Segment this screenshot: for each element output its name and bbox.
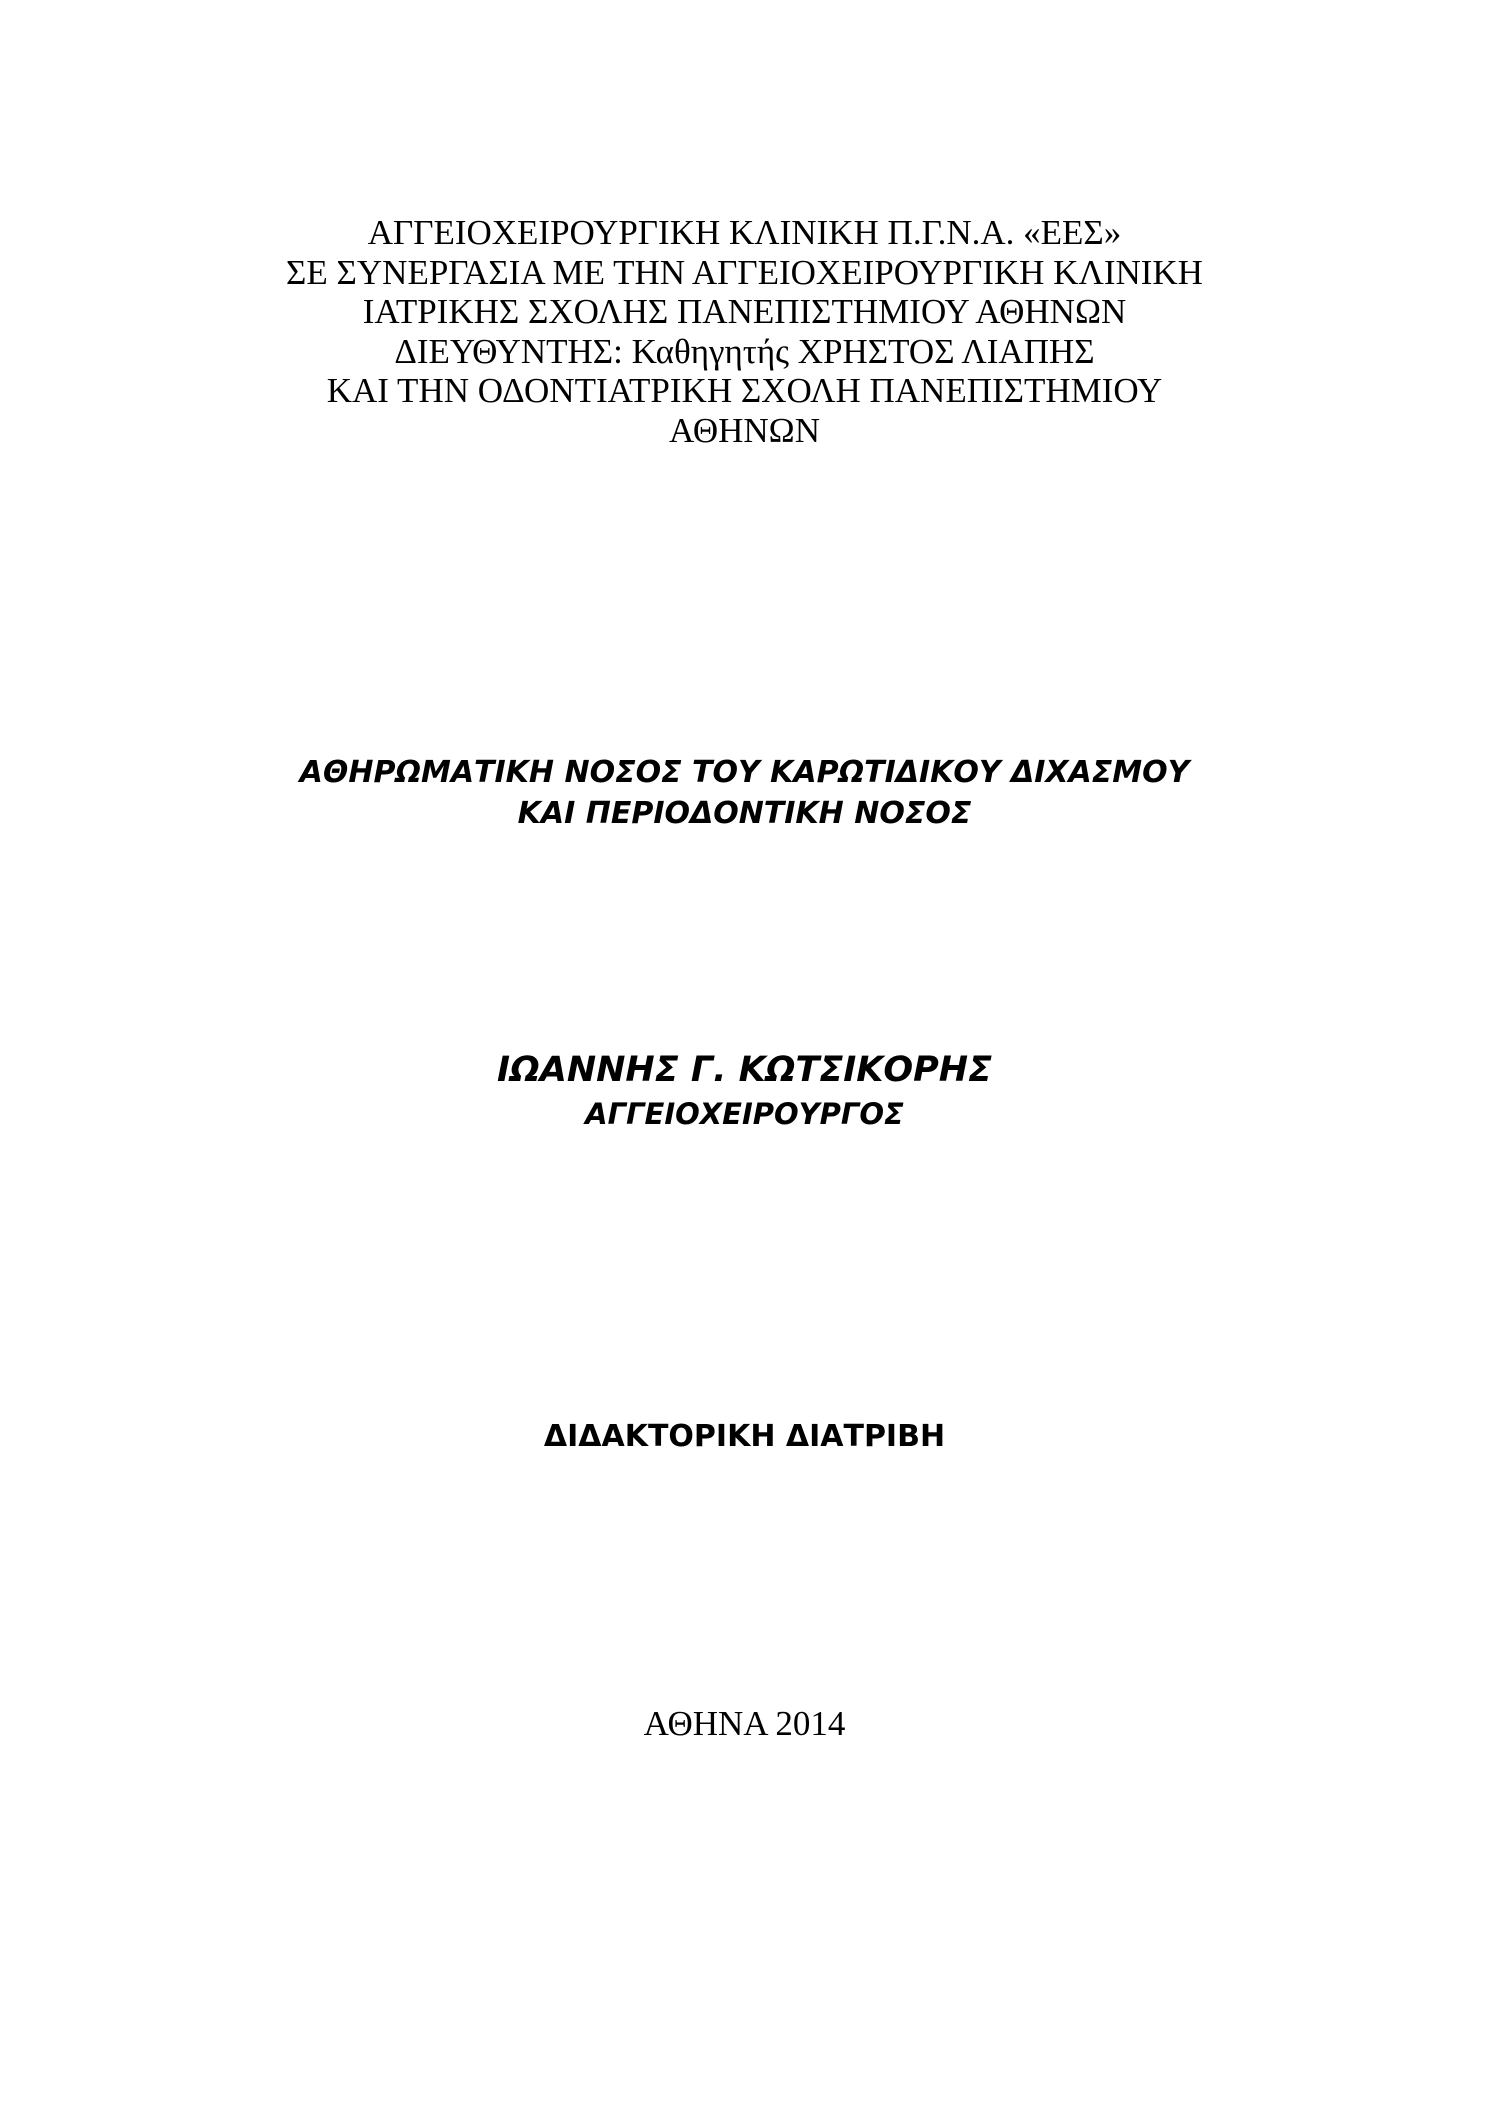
thesis-title [0,752,1489,834]
author-name: ΙΩΑΝΝΗΣ Γ. ΚΩΤΣΙΚΟΡΗΣ [496,1050,993,1090]
institution-line-1: ΑΓΓΕΙΟΧΕΙΡΟΥΡΓΙΚΗ ΚΛΙΝΙΚΗ Π.Γ.Ν.Α. «ΕΕΣ» [367,213,1122,252]
institution-line-6: ΑΘΗΝΩΝ [669,410,820,450]
thesis-title-line-1: ΑΘΗΡΩΜΑΤΙΚΗ ΝΟΣΟΣ ΤΟΥ ΚΑΡΩΤΙΔΙΚΟΥ ΔΙΧΑΣΜΟΥ [299,755,1190,790]
institution-header [0,213,1489,450]
institution-line-5: ΚΑΙ ΤΗΝ ΟΔΟΝΤΙΑΤΡΙΚΗ ΣΧΟΛΗ ΠΑΝΕΠΙΣΤΗΜΙΟΥ [326,371,1163,410]
institution-line-4: ΔΙΕΥΘΥΝΤΗΣ: Καθηγητής ΧΡΗΣΤΟΣ ΛΙΑΠΗΣ [394,331,1095,371]
thesis-title-line-2: ΚΑΙ ΠΕΡΙΟΔΟΝΤΙΚΗ ΝΟΣΟΣ [517,796,972,831]
place-and-year: ΑΘΗΝΑ 2014 [643,1704,846,1743]
institution-line-2: ΣΕ ΣΥΝΕΡΓΑΣΙΑ ΜΕ ΤΗΝ ΑΓΓΕΙΟΧΕΙΡΟΥΡΓΙΚΗ ΚΛΙΝΙΚΗ [286,252,1203,292]
author-role: ΑΓΓΕΙΟΧΕΙΡΟΥΡΓΟΣ [585,1097,904,1131]
document-type: ΔΙΔΑΚΤΟΡΙΚΗ ΔΙΑΤΡΙΒΗ [543,1419,946,1454]
institution-line-3: ΙΑΤΡΙΚΗΣ ΣΧΟΛΗΣ ΠΑΝΕΠΙΣΤΗΜΙΟΥ ΑΘΗΝΩΝ [362,292,1127,331]
